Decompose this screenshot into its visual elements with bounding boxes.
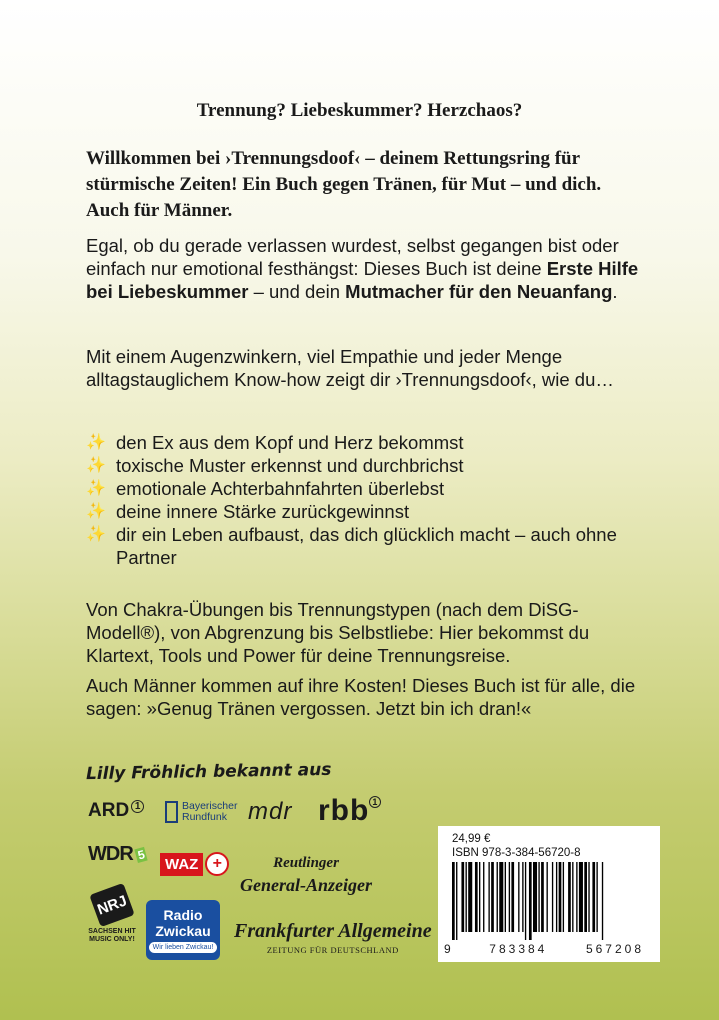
p1-text-e: . (612, 281, 618, 302)
ard-logo-sup: 1 (131, 800, 144, 813)
paragraph-first-aid (86, 234, 646, 303)
barcode-digits (444, 942, 654, 956)
faz-title: Frankfurter Allgemeine (234, 920, 432, 942)
rbb-logo-text: rbb (318, 794, 370, 827)
barcode-digit-first: 9 (444, 942, 451, 956)
barcode-bar (547, 862, 548, 932)
list-item (86, 500, 646, 523)
barcode-bar (552, 862, 553, 932)
faz-logo (234, 920, 432, 955)
br-line2: Rundfunk (182, 811, 227, 823)
barcode-bar (556, 862, 557, 932)
barcode-bar (461, 862, 464, 932)
list-item (86, 477, 646, 500)
barcode-bar (491, 862, 494, 932)
barcode-bar (541, 862, 544, 932)
benefit-list (86, 431, 646, 569)
barcode-bar (509, 862, 510, 932)
paragraph-men: Auch Männer kommen auf ihre Kosten! Dieses Buch ist für alle, die sagen: »Genug Tränen vergossen. Jetzt bin ich dran!« (86, 675, 636, 719)
sparkles-icon: ✨ (86, 526, 106, 543)
nrj-mark: NRJ (89, 883, 134, 927)
radio-tagline: Wir lieben Zwickau! (149, 942, 218, 953)
rga-logo-text (240, 850, 372, 896)
p1-text-c: – und dein (248, 281, 346, 302)
barcode-bar (479, 862, 480, 932)
radio-zwickau-logo (146, 900, 220, 960)
barcode-bar (529, 862, 532, 940)
br-line1: Bayerischer (182, 800, 238, 812)
barcode-bar (488, 862, 489, 932)
wdr-logo-number: 5 (136, 847, 146, 862)
ard-logo-text: ARD (88, 800, 130, 821)
barcode-bar (538, 862, 539, 932)
barcode-bar (466, 862, 467, 932)
list-item (86, 454, 646, 477)
barcode-bar (568, 862, 571, 932)
radio-line1: Radio (163, 907, 203, 923)
wdr-logo-text: WDR (88, 843, 133, 865)
barcode-bar (499, 862, 503, 932)
energy-subline: SACHSEN HIT MUSIC ONLY! (88, 928, 136, 943)
rga-line2: General-Anzeiger (240, 875, 372, 895)
barcode-bar (525, 862, 526, 940)
br-logo-text (182, 801, 237, 823)
list-item-text: toxische Muster erkennst und durchbrichst (116, 455, 464, 476)
sparkles-icon: ✨ (86, 457, 106, 474)
barcode-bar (576, 862, 577, 932)
barcode-bars (452, 862, 646, 940)
barcode-bar (588, 862, 589, 932)
p1-text-a: Egal, ob du gerade verlassen wurdest, selbst gegangen bist oder einfach nur emotional festhängst: Dieses Buch ist deine (86, 235, 619, 279)
p1-bold-encourager: Mutmacher für den Neuanfang (345, 281, 613, 302)
list-item-text: emotionale Achterbahnfahrten überlebst (116, 478, 445, 499)
paragraph-tools: Von Chakra-Übungen bis Trennungstypen (nach dem DiSG-Modell®), von Abgrenzung bis Selbstliebe: Hier bekommst du Klartext, Tools und Power für deine Trennungsreise. (86, 599, 590, 666)
radio-line2: Zwickau (155, 923, 211, 939)
barcode-box (438, 826, 660, 962)
barcode-bar (596, 862, 597, 932)
plus-icon: + (205, 852, 229, 876)
known-from-heading: Lilly Fröhlich bekannt aus (85, 759, 332, 785)
energy-sachsen-logo (84, 888, 140, 944)
headline: Trennung? Liebeskummer? Herzchaos? (196, 100, 523, 121)
barcode-bar (497, 862, 498, 932)
barcode-bar (483, 862, 484, 932)
barcode-bar (533, 862, 537, 932)
price-label: 24,99 € (452, 833, 491, 845)
list-item (86, 431, 646, 454)
rbb-logo-sup: 1 (369, 796, 381, 808)
list-item-text: deine innere Stärke zurückgewinnst (116, 501, 410, 522)
rga-line1: Reutlinger (273, 855, 339, 871)
barcode-bar (579, 862, 583, 932)
br-mark-icon (165, 801, 178, 823)
rbb-logo (318, 794, 381, 828)
barcode-bar (584, 862, 587, 932)
faz-subtitle: ZEITUNG FÜR DEUTSCHLAND (266, 945, 399, 955)
barcode-bar (522, 862, 523, 932)
waz-logo-text: WAZ (160, 853, 203, 876)
barcode-bar (468, 862, 472, 932)
isbn-label: ISBN 978-3-384-56720-8 (452, 847, 581, 859)
barcode-bar (559, 862, 562, 932)
barcode-bar (452, 862, 455, 940)
sparkles-icon: ✨ (86, 480, 106, 497)
barcode-bar (511, 862, 514, 932)
barcode-digits-right: 567208 (585, 942, 644, 956)
intro-paragraph: Willkommen bei ›Trennungsdoof‹ – deinem Rettungsring für stürmische Zeiten! Ein Buch gegen Tränen, für Mut – und dich. Auch für Männer. (86, 148, 602, 221)
sparkles-icon: ✨ (86, 434, 106, 451)
barcode-bar (518, 862, 519, 932)
reutlinger-general-anzeiger-logo (240, 850, 372, 896)
paragraph-know-how: Mit einem Augenzwinkern, viel Empathie und jeder Menge alltagstauglichem Know-how zeigt dir ›Trennungsdoof‹, wie du… (86, 346, 614, 390)
list-item-text: den Ex aus dem Kopf und Herz bekommst (116, 432, 464, 453)
br-logo (165, 801, 237, 823)
barcode-bar (592, 862, 595, 932)
ard-logo (88, 800, 144, 822)
barcode-bar (475, 862, 478, 932)
p1-bold-first-aid: Erste Hilfe bei Liebeskummer (86, 258, 639, 302)
barcode-digits-left: 783384 (489, 942, 548, 956)
barcode-bar (456, 862, 457, 940)
list-item (86, 523, 646, 569)
wdr5-logo (88, 843, 145, 866)
waz-logo (160, 852, 229, 876)
barcode-bar (505, 862, 506, 932)
mdr-logo: mdr (248, 798, 293, 825)
barcode-bar (602, 862, 603, 940)
barcode-bar (572, 862, 573, 932)
sparkles-icon: ✨ (86, 503, 106, 520)
list-item-text: dir ein Leben aufbaust, das dich glücklich macht – auch ohne Partner (116, 524, 617, 568)
barcode-bar (563, 862, 564, 932)
